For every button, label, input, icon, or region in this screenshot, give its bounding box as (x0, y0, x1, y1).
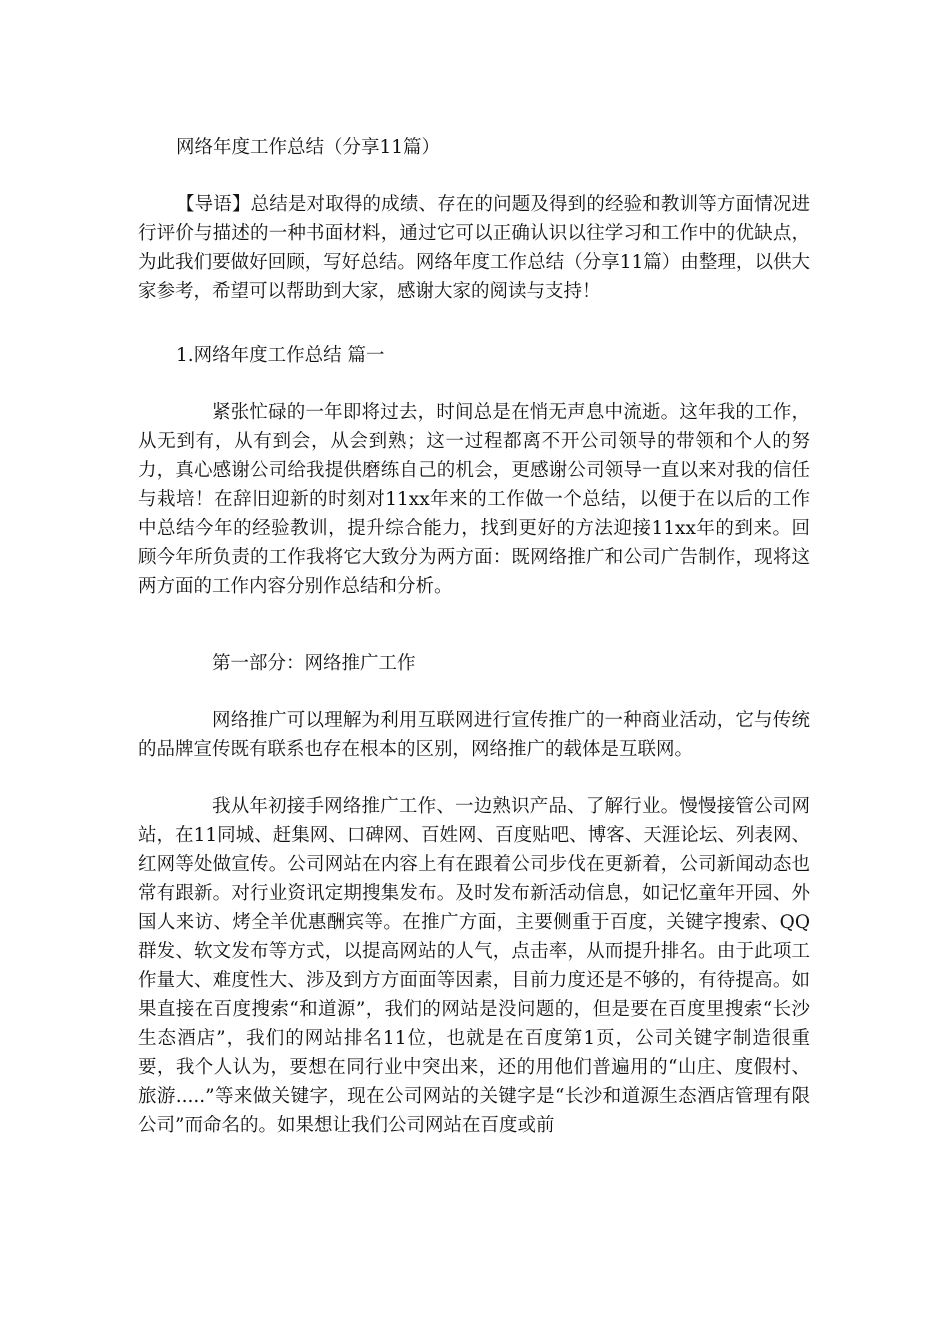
section-heading: 1.网络年度工作总结 篇一 (176, 345, 385, 366)
paragraph-1: 紧张忙碌的一年即将过去，时间总是在悄无声息中流逝。这年我的工作，从无到有，从有到会，从会到熟；这一过程都离不开公司领导的带领和个人的努力，真心感谢公司给我提供磨练自己的机会，更感谢公司领导一直以来对我的信任与栽培！在辞旧迎新的时刻对11xx年来的工作做一个总结，以便于在以后的工作中总结今年的经验教训，提升综合能力，找到更好的方法迎接11xx年的到来。回顾今年所负责的工作我将它大致分为两方面：既网络推广和公司广告制作，现将这两方面的工作内容分别作总结和分析。 (138, 402, 810, 597)
intro-block (138, 190, 810, 306)
document-title: 网络年度工作总结（分享11篇） (176, 137, 441, 158)
paragraph-2-block (138, 706, 810, 764)
paragraph-2: 网络推广可以理解为利用互联网进行宣传推广的一种商业活动，它与传统的品牌宣传既有联系也存在根本的区别，网络推广的载体是互联网。 (138, 710, 810, 760)
paragraph-3-block (138, 792, 810, 1140)
intro-paragraph: 【导语】总结是对取得的成绩、存在的问题及得到的经验和教训等方面情况进行评价与描述的一种书面材料，通过它可以正确认识以往学习和工作中的优缺点，为此我们要做好回顾，写好总结。网络年度工作总结（分享11篇）由整理，以供大家参考，希望可以帮助到大家，感谢大家的阅读与支持！ (138, 194, 810, 302)
paragraph-3: 我从年初接手网络推广工作、一边熟识产品、了解行业。慢慢接管公司网站，在11同城、赶集网、口碑网、百姓网、百度贴吧、博客、天涯论坛、列表网、红网等处做宣传。公司网站在内容上有在跟着公司步伐在更新着，公司新闻动态也常有跟新。对行业资讯定期搜集发布。及时发布新活动信息，如记忆童年开园、外国人来访、烤全羊优惠酬宾等。在推广方面，主要侧重于百度，关键字搜索、QQ群发、软文发布等方式，以提高网站的人气，点击率，从而提升排名。由于此项工作量大、难度性大、涉及到方方面面等因素，目前力度还是不够的，有待提高。如果直接在百度搜索“和道源”，我们的网站是没问题的，但是要在百度里搜索“长沙生态酒店”，我们的网站排名11位，也就是在百度第1页，公司关键字制造很重要，我个人认为，要想在同行业中突出来，还的用他们普遍用的“山庄、度假村、旅游.....”等来做关键字，现在公司网站的关键字是“长沙和道源生态酒店管理有限公司”而命名的。如果想让我们公司网站在百度或前 (138, 796, 810, 1136)
paragraph-1-block (138, 398, 810, 601)
part-heading: 第一部分：网络推广工作 (212, 653, 416, 674)
